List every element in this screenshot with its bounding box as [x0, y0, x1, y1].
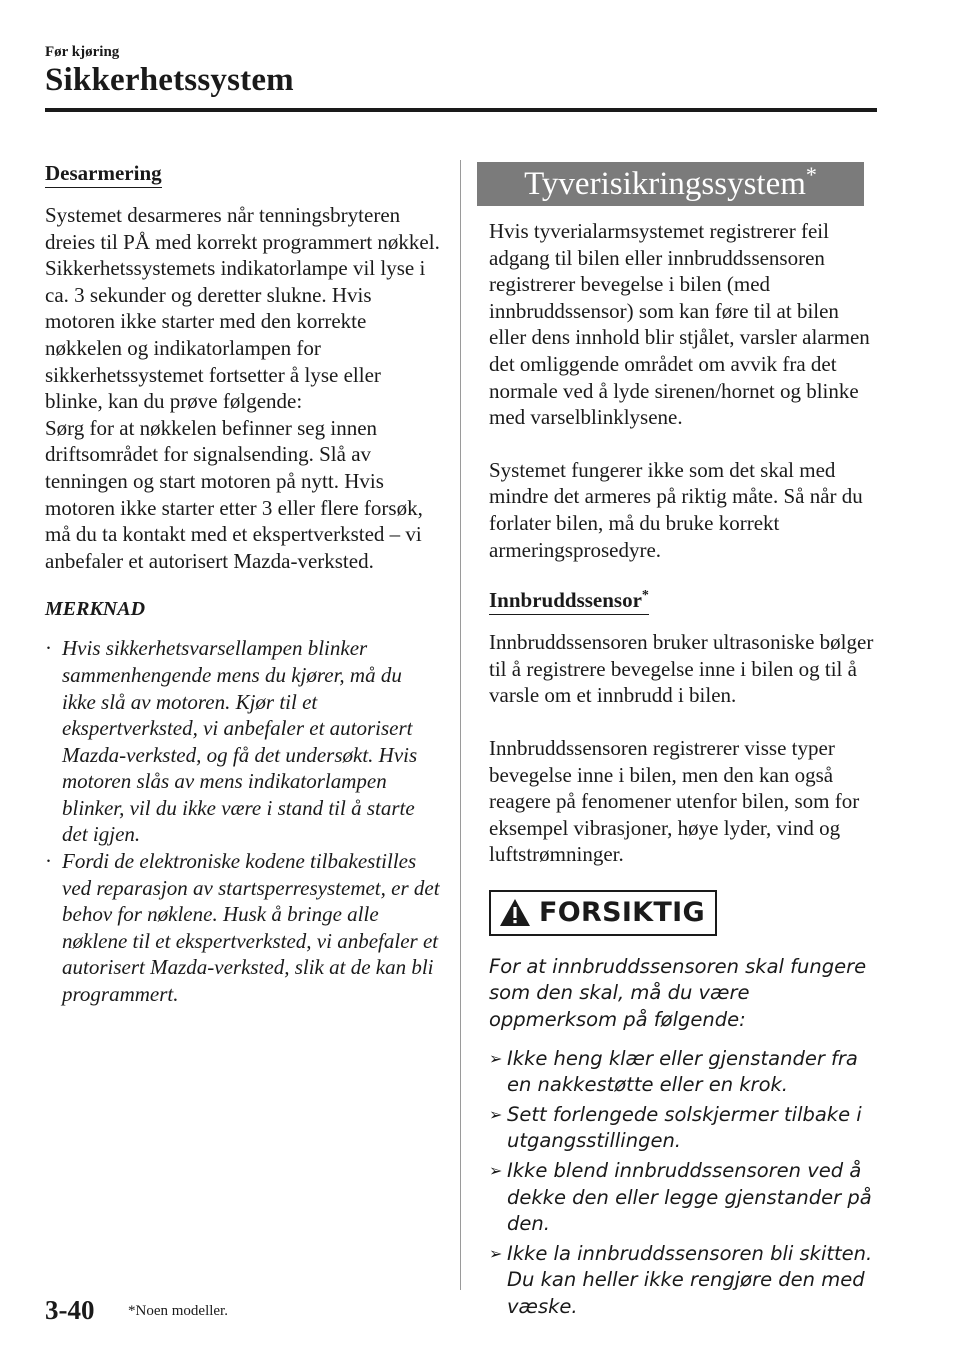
sensor-paragraph-2: Innbruddssensoren registrerer visse typer bevegelse inne i bilen, men den kan også reagere på fenomener utenfor bilen, som for eksempel vibrasjoner, høye lyder, vind og luftstrømninger. [489, 735, 860, 867]
note-item [45, 635, 440, 848]
left-column [45, 160, 440, 1008]
section-label: Før kjøring [45, 44, 120, 60]
header-divider [45, 108, 877, 112]
caution-item-text: Ikke la innbruddssensoren bli skitten. Du kan heller ikke rengjøre den med væske. [507, 1241, 873, 1318]
caution-list [489, 1046, 879, 1321]
section-banner [477, 162, 864, 206]
note-text: Hvis sikkerhetsvarsellampen blinker sammenhengende mens du kjører, må du ikke slå av motoren. Kjør til et ekspertverksted, vi anbefaler et autorisert Mazda-verksted, og få det undersøkt. Hvis motoren slås av mens indikatorlampen blinker, vil du ikke være i stand til å starte det igjen. [62, 636, 418, 847]
footnote: *Noen modeller. [128, 1303, 228, 1319]
intrusion-sensor-heading-text: Innbruddssensor [489, 588, 642, 613]
caution-item [489, 1102, 879, 1155]
caution-item [489, 1046, 879, 1099]
column-divider [460, 160, 461, 1290]
caution-box [489, 890, 717, 936]
disarm-paragraph-2: Sørg for at nøkkelen befinner seg innen driftsområdet for signalsending. Slå av tenningen og start motoren på nytt. Hvis motoren ikke starter etter 3 eller flere forsøk, må du ta kontakt med et ekspertverksted – vi anbefaler et autorisert Mazda-verksted. [45, 415, 423, 573]
note-item [45, 848, 440, 1008]
caution-item-text: Ikke blend innbruddssensoren ved å dekke den eller legge gjenstander på den. [507, 1159, 872, 1236]
bullet-dot-icon: · [45, 849, 52, 874]
right-column [489, 162, 879, 1324]
caution-label: FORSIKTIG [539, 897, 705, 929]
alarm-paragraph-1: Hvis tyverialarmsystemet registrerer feil adgang til bilen eller innbruddssensoren registrerer bevegelse i bilen (med innbruddssensor) som kan føre til at bilen eller dens innhold blir stjålet, varsler alarmen det omliggende området om avvik fra det normale ved å lyde sirenen/hornet og blinke med varselblinklysene. [489, 219, 870, 430]
arrow-right-icon: ➢ [489, 1048, 503, 1068]
note-list [45, 635, 440, 1007]
page-number: 3-40 [45, 1295, 95, 1325]
caution-item [489, 1158, 879, 1238]
arrow-right-icon: ➢ [489, 1243, 503, 1263]
note-label: MERKNAD [45, 598, 146, 621]
page-title: Sikkerhetssystem [45, 62, 294, 98]
sensor-paragraph-1: Innbruddssensoren bruker ultrasoniske bølger til å registrere bevegelse inne i bilen og til å varsle om et innbrudd i bilen. [489, 630, 874, 708]
intrusion-sensor-heading [489, 583, 649, 615]
warning-triangle-icon [499, 898, 531, 928]
arrow-right-icon: ➢ [489, 1161, 503, 1181]
caution-item [489, 1241, 879, 1321]
disarm-paragraph-1: Systemet desarmeres når tenningsbryteren dreies til PÅ med korrekt programmert nøkkel. Sikkerhetssystemets indikatorlampe vil lyse i ca. 3 sekunder og deretter slukne. Hvis motoren ikke starter med den korrekte nøkkelen og indikatorlampen for sikkerhetssystemet fortsetter å lyse eller blinke, kan du prøve følgende: [45, 203, 440, 414]
arrow-right-icon: ➢ [489, 1104, 503, 1124]
banner-footnote-mark: * [805, 162, 817, 187]
banner-title: Tyverisikringssystem [524, 166, 806, 202]
caution-item-text: Ikke heng klær eller gjenstander fra en nakkestøtte eller en krok. [507, 1046, 858, 1097]
disarm-heading: Desarmering [45, 160, 162, 188]
alarm-paragraph-2: Systemet fungerer ikke som det skal med mindre det armeres på riktig måte. Så når du forlater bilen, må du bruke korrekt armeringsprosedyre. [489, 457, 863, 562]
caution-intro: For at innbruddssensoren skal fungere som den skal, må du være oppmerksom på følgende: [489, 954, 867, 1032]
bullet-dot-icon: · [45, 636, 52, 661]
heading-footnote-mark: * [641, 588, 649, 604]
note-text: Fordi de elektroniske kodene tilbakestilles ved reparasjon av startsperresystemet, er det behov for nøklene. Husk å bringe alle nøklene til et ekspertverksted, vi anbefaler et autorisert Mazda-verksted, slik at de kan bli programmert. [62, 849, 440, 1007]
caution-item-text: Sett forlengede solskjermer tilbake i utgangsstillingen. [507, 1102, 862, 1153]
